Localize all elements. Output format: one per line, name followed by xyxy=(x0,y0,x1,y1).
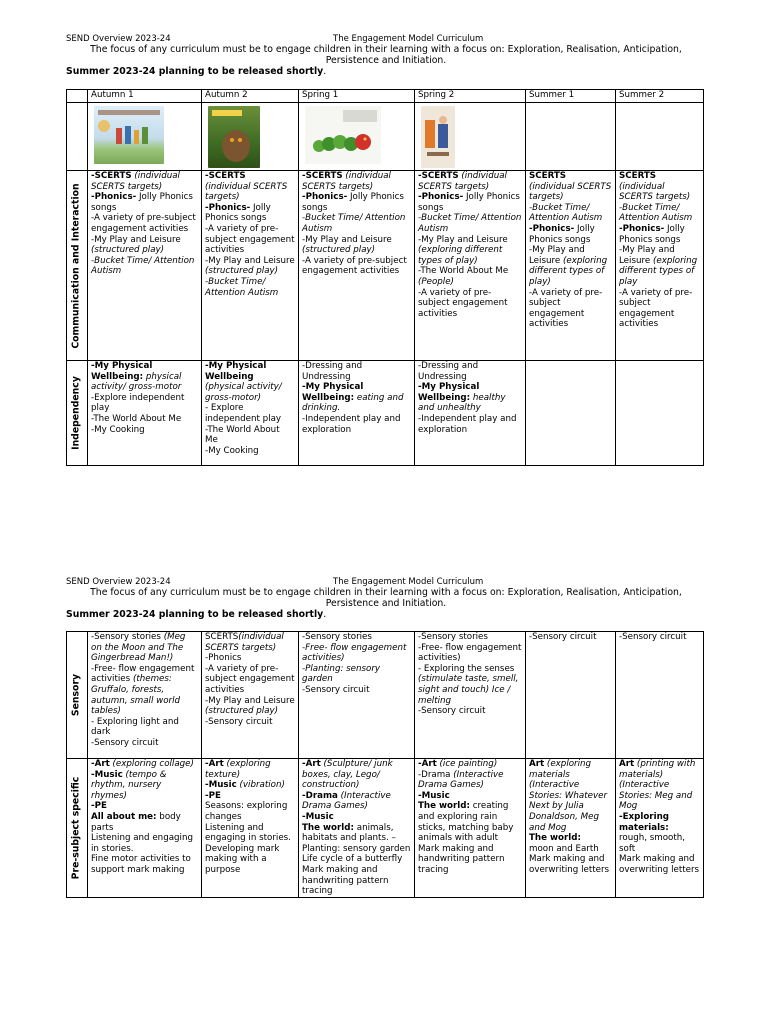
cell-text: -Drama xyxy=(302,790,338,801)
cell-text: (exploring collage) xyxy=(109,759,194,769)
model-title: The Engagement Model Curriculum xyxy=(333,34,484,44)
cell-line xyxy=(205,382,295,403)
cell-text: creating and exploring rain sticks, matching baby animals with adult xyxy=(418,801,514,844)
cell-text: The world: xyxy=(302,822,354,833)
cell-line xyxy=(418,266,522,287)
cell xyxy=(616,361,704,466)
cell-line xyxy=(205,171,295,182)
cell-line xyxy=(91,192,198,213)
cell-text: -My Cooking xyxy=(91,424,145,435)
doc-title: SEND Overview 2023-24 xyxy=(66,577,171,587)
cell-text: Life cycle of a butterfly xyxy=(302,854,403,865)
cell-text: Fine motor activities to support mark making xyxy=(91,854,191,875)
cell-line xyxy=(302,844,411,855)
cell-text: (structured play) xyxy=(302,245,376,256)
cell-text: Listening and engaging in stories. xyxy=(205,822,291,844)
cell-line xyxy=(205,653,295,664)
cell-line xyxy=(91,235,198,256)
cell-text: -My Play and Leisure xyxy=(619,245,675,266)
cell-text: -My Play and Leisure xyxy=(418,234,508,245)
cell xyxy=(299,759,415,898)
cell-line xyxy=(418,664,522,706)
cell-line xyxy=(529,203,612,224)
cell-text: (exploring different types of play) xyxy=(529,255,608,287)
cell-text: (structured play) xyxy=(91,245,165,256)
communication-row xyxy=(67,171,704,361)
cell-text: Seasons: exploring changes xyxy=(205,801,288,822)
cell-line xyxy=(205,446,295,457)
cell xyxy=(299,632,415,759)
curriculum-table-bottom xyxy=(66,631,704,898)
tiger-who-came-to-tea-book-cover xyxy=(421,106,455,168)
cell-text: -Sensory circuit xyxy=(529,632,597,642)
cell-text: (structured play) xyxy=(205,706,279,717)
term-header: Summer 2 xyxy=(616,90,704,103)
cell-line xyxy=(205,425,295,446)
cell-line xyxy=(91,171,198,192)
cell-line xyxy=(619,812,700,833)
cell-text: -A variety of pre-subject engagement activities xyxy=(302,255,407,277)
cell xyxy=(299,171,415,361)
cell xyxy=(202,171,299,361)
cell-text: -Art xyxy=(205,759,224,769)
cell-text: -Music xyxy=(91,769,123,780)
cell-line xyxy=(91,256,198,277)
cell-text: (structured play) xyxy=(205,266,279,277)
cell-text: (individual SCERTS targets) xyxy=(529,181,612,203)
cell-text: -SCERTS xyxy=(91,171,132,181)
cell-text: (Meg on the Moon and The Gingerbread Man!) xyxy=(91,632,186,664)
cell-line xyxy=(302,171,411,192)
cell-line xyxy=(529,171,612,182)
cell-line xyxy=(302,759,411,791)
summer-note: Summer 2023-24 planning to be released shortly. xyxy=(66,609,327,620)
cell-line xyxy=(418,844,522,876)
cell-text: Mark making and handwriting pattern tracing xyxy=(302,864,389,897)
cell-text: -Art xyxy=(418,759,437,769)
cell-line xyxy=(302,865,411,897)
cell-line xyxy=(91,759,198,770)
cell xyxy=(299,361,415,466)
cell-text: Jolly Phonics songs xyxy=(619,223,685,245)
cell-text: Jolly Phonics songs xyxy=(529,223,595,245)
cell-text: animals, habitats and plants. – xyxy=(302,822,396,844)
summer-note: Summer 2023-24 planning to be released shortly. xyxy=(66,66,327,77)
cell-text: -Phonics- xyxy=(529,223,575,234)
cell-text: -My Play and Leisure xyxy=(91,234,181,245)
cell-line xyxy=(91,812,198,833)
cell-line xyxy=(529,632,612,643)
cell xyxy=(88,171,202,361)
cell-text: -Phonics- xyxy=(619,223,665,234)
cell-line xyxy=(619,759,700,812)
cell-text: -Explore independent play xyxy=(91,392,185,414)
cell-line xyxy=(418,414,522,435)
cell-text: -Sensory stories xyxy=(302,632,372,642)
cell-line xyxy=(302,192,411,213)
cell-line xyxy=(619,171,700,182)
cell-text: -My Physical Wellbeing xyxy=(205,361,267,382)
cell-text: -Sensory circuit xyxy=(619,632,687,642)
cell-text: -Bucket Time/ Attention Autism xyxy=(91,255,195,277)
cell-line xyxy=(302,235,411,256)
cell-text: Jolly Phonics songs xyxy=(302,192,404,213)
cell-text: -Bucket Time/ Attention Autism xyxy=(529,202,603,224)
cell-text: body parts xyxy=(91,811,181,833)
cell-text: (Interactive Drama Games) xyxy=(302,790,391,812)
row-label-independency: Independency xyxy=(70,376,82,450)
cell-line xyxy=(205,801,295,822)
cell xyxy=(202,632,299,759)
cell-text: -SCERTS xyxy=(302,171,343,181)
cell-text: (Sculpture/ junk boxes, clay, Lego/ construction) xyxy=(302,759,393,791)
cell-text: -Phonics- xyxy=(91,192,137,203)
cell-text: -Drama xyxy=(418,769,454,780)
cell-text: physical activity/ gross-motor xyxy=(91,371,182,393)
cell-text: (themes: Gruffalo, forests, autumn, small world tables) xyxy=(91,674,181,717)
cell-text: - Explore independent play xyxy=(205,403,282,424)
cell-line xyxy=(619,632,700,643)
term-header: Summer 1 xyxy=(526,90,616,103)
cell-line xyxy=(91,361,198,393)
cell-text: healthy and unhealthy xyxy=(418,392,506,414)
cell-text: -Phonics xyxy=(205,653,242,664)
cell-text: eating and drinking. xyxy=(302,392,404,414)
cell xyxy=(202,361,299,466)
cell-text: -Sensory circuit xyxy=(418,706,486,717)
cell-text: (individual SCERTS targets) xyxy=(205,181,288,203)
cell-text: -Dressing and Undressing xyxy=(302,361,363,382)
cell-text: -Sensory stories xyxy=(418,632,488,642)
cell-line xyxy=(205,823,295,844)
cell-line xyxy=(418,235,522,267)
cell-line xyxy=(529,854,612,875)
cell-text: Jolly Phonics songs xyxy=(418,192,520,213)
cell-text: -Bucket Time/ Attention Autism xyxy=(418,213,522,234)
sensory-row xyxy=(67,632,704,759)
cell-line xyxy=(418,791,522,802)
cell-text: -Phonics- xyxy=(205,202,251,213)
cell-text: (individual SCERTS targets) xyxy=(418,171,507,192)
cell-text: moon and Earth xyxy=(529,843,599,854)
cell-line xyxy=(418,213,522,234)
cell xyxy=(616,171,704,361)
cell-line xyxy=(529,288,612,330)
cell-line xyxy=(91,801,198,812)
cell-line xyxy=(619,224,700,245)
curriculum-table-top xyxy=(66,89,704,466)
cell-text: (individual SCERTS targets) xyxy=(302,171,391,192)
cell-line xyxy=(418,759,522,770)
cell-line xyxy=(205,361,295,382)
cell-line xyxy=(529,224,612,245)
cell-line xyxy=(205,266,295,277)
cell-line xyxy=(205,717,295,728)
cell-line xyxy=(91,213,198,234)
cell-line xyxy=(302,823,411,844)
cell-line xyxy=(302,685,411,696)
cell-line xyxy=(418,770,522,791)
cell-line xyxy=(91,854,198,875)
cell-text: Mark making and handwriting pattern tracing xyxy=(418,843,505,875)
cell xyxy=(415,171,526,361)
cell-text: (Interactive Drama Games) xyxy=(418,769,504,791)
cell-line xyxy=(205,632,295,653)
cell-text: (individual SCERTS targets) xyxy=(91,171,180,192)
cell-line xyxy=(205,277,295,298)
bear-hunt-book-cover xyxy=(94,106,164,164)
cell-line xyxy=(302,256,411,277)
cell-text: -A variety of pre-subject engagement activities xyxy=(205,223,295,256)
cell-text: -The World About Me xyxy=(91,413,182,424)
cell-line xyxy=(91,833,198,854)
cell-line xyxy=(418,171,522,192)
cell-text: (exploring materials (Interactive Stories: Whatever Next by Julia Donaldson, Meg and Mog xyxy=(529,759,608,833)
focus-text: The focus of any curriculum must be to engage children in their learning with a focus on: Exploration, Realisation, Anticipation, Persistence and Initiation. xyxy=(90,587,682,609)
cell xyxy=(616,759,704,898)
cell xyxy=(202,759,299,898)
cell-line xyxy=(91,770,198,802)
cell-text: -The World About Me xyxy=(418,266,509,277)
cell-line xyxy=(619,288,700,330)
cell-text: -My Physical Wellbeing: xyxy=(91,361,153,382)
cell-text: Art xyxy=(619,759,635,769)
cell-text: -Planting: sensory garden xyxy=(302,663,381,685)
cell-text: Mark making and overwriting letters xyxy=(529,854,610,875)
cell xyxy=(415,759,526,898)
cell-text: -Exploring materials: xyxy=(619,811,669,833)
term-header: Autumn 1 xyxy=(88,90,202,103)
cell-line xyxy=(302,643,411,664)
cell-text: - Exploring light and dark xyxy=(91,716,179,738)
cell-line xyxy=(91,414,198,425)
cell-text: -My Play and Leisure xyxy=(302,234,392,245)
hungry-caterpillar-book-cover xyxy=(305,106,381,164)
cell-text: -My Play and Leisure xyxy=(529,245,585,266)
independency-row xyxy=(67,361,704,466)
corner-cell xyxy=(67,90,88,103)
cell-text: rough, smooth, soft xyxy=(619,833,686,854)
cell-text: -Bucket Time/ Attention Autism xyxy=(619,202,693,224)
cell-line xyxy=(619,245,700,287)
cell-line xyxy=(205,706,295,717)
cell-text: SCERTS xyxy=(205,632,239,642)
cell xyxy=(88,632,202,759)
cell-text: (exploring texture) xyxy=(205,759,271,780)
cell-line xyxy=(205,224,295,256)
cell-text: -A variety of pre-subject engagement activities xyxy=(91,213,196,234)
cell-text: -Bucket Time/ Attention Autism xyxy=(302,213,406,234)
book-image-row xyxy=(67,103,704,171)
cell-text: -Music xyxy=(418,790,450,801)
cell-line xyxy=(205,759,295,780)
cell-line xyxy=(418,632,522,643)
model-title: The Engagement Model Curriculum xyxy=(333,577,484,587)
cell-text: -Bucket Time/ Attention Autism xyxy=(205,276,279,298)
cell-line xyxy=(529,245,612,287)
cell-line xyxy=(418,706,522,717)
cell xyxy=(526,759,616,898)
cell-text: -PE xyxy=(205,790,221,801)
row-label-presubject: Pre-subject specific xyxy=(70,776,82,880)
row-label-sensory: Sensory xyxy=(70,673,82,717)
cell-text: (exploring different types of play) xyxy=(418,245,503,266)
cell-text: SCERTS xyxy=(619,171,657,181)
cell-text: -Music xyxy=(205,780,237,791)
term-header: Spring 2 xyxy=(415,90,526,103)
cell-line xyxy=(302,361,411,382)
cell-text: The world: xyxy=(529,833,581,844)
cell-line xyxy=(302,812,411,823)
gruffalo-book-cover xyxy=(208,106,260,168)
cell-line xyxy=(205,403,295,424)
cell-text: (vibration) xyxy=(236,780,285,791)
cell-text: (ice painting) xyxy=(436,759,498,769)
cell-text: -A variety of pre- subject engagement activities xyxy=(619,287,693,330)
cell-line xyxy=(302,382,411,414)
cell-line xyxy=(619,854,700,875)
cell-line xyxy=(302,791,411,812)
cell-line xyxy=(302,632,411,643)
cell-text: -SCERTS xyxy=(418,171,459,181)
cell-text: -My Cooking xyxy=(205,445,259,456)
cell-line xyxy=(205,780,295,791)
cell-text: (physical activity/ gross-motor) xyxy=(205,382,282,403)
cell xyxy=(88,759,202,898)
cell-line xyxy=(418,382,522,414)
cell-text: -My Physical Wellbeing: xyxy=(418,382,480,403)
cell-line xyxy=(91,717,198,738)
cell xyxy=(415,632,526,759)
cell-text: -A variety of pre-subject engagement activities xyxy=(205,663,295,695)
cell-line xyxy=(91,632,198,664)
cell-line xyxy=(418,288,522,320)
cell-text: Jolly Phonics songs xyxy=(205,202,271,224)
cell-line xyxy=(205,182,295,203)
cell-text: -Dressing and Undressing xyxy=(418,361,479,382)
cell-line xyxy=(619,833,700,854)
term-header: Spring 1 xyxy=(299,90,415,103)
cell-text: -PE xyxy=(91,801,107,812)
cell-line xyxy=(205,664,295,696)
cell-text: (People) xyxy=(418,276,454,287)
cell-text: -Sensory circuit xyxy=(302,684,370,695)
cell-text: -SCERTS xyxy=(205,171,246,181)
cell-line xyxy=(302,414,411,435)
cell-line xyxy=(205,844,295,876)
cell-line xyxy=(205,696,295,707)
cell-text: SCERTS xyxy=(529,171,567,181)
cell-line xyxy=(418,192,522,213)
cell-line xyxy=(529,844,612,855)
cell-text: Art xyxy=(529,759,545,769)
cell-line xyxy=(529,759,612,833)
cell-text: -Free- flow engagement activities) xyxy=(418,642,522,664)
cell-text: -My Play and Leisure xyxy=(205,695,295,706)
cell-line xyxy=(418,361,522,382)
cell-line xyxy=(418,643,522,664)
cell xyxy=(415,361,526,466)
cell-line xyxy=(205,256,295,267)
term-header-row xyxy=(67,90,704,103)
cell-text: -Phonics- xyxy=(418,192,464,203)
cell-text: -My Play and Leisure xyxy=(205,255,295,266)
focus-text: The focus of any curriculum must be to engage children in their learning with a focus on: Exploration, Realisation, Anticipation, Persistence and Initiation. xyxy=(90,44,682,66)
cell-text: Planting: sensory garden xyxy=(302,843,411,854)
term-header: Autumn 2 xyxy=(202,90,299,103)
cell-text: -Free- flow engagement activities) xyxy=(302,642,407,664)
cell-text: All about me: xyxy=(91,811,157,822)
cell xyxy=(526,632,616,759)
cell-text: -Independent play and exploration xyxy=(418,413,517,435)
cell-text: -A variety of pre-subject engagement activities xyxy=(418,287,508,319)
cell-text: -My Physical Wellbeing: xyxy=(302,382,364,403)
cell-text: Mark making and overwriting letters xyxy=(619,854,700,875)
presubject-row xyxy=(67,759,704,898)
cell-text: -Art xyxy=(302,759,321,769)
cell-text: Jolly Phonics songs xyxy=(91,192,193,213)
cell-text: -Free- flow engagement activities xyxy=(91,663,195,685)
cell-text: -Art xyxy=(91,759,110,769)
cell-text: (exploring different types of play xyxy=(619,255,698,287)
cell-text: -Independent play and exploration xyxy=(302,413,401,435)
cell-line xyxy=(91,425,198,436)
cell-text: - Exploring the senses xyxy=(418,663,515,674)
row-label-communication: Communication and Interaction xyxy=(70,182,82,349)
cell-line xyxy=(302,854,411,865)
cell-line xyxy=(205,791,295,802)
cell-line xyxy=(302,664,411,685)
cell-text: The world: xyxy=(418,801,470,812)
cell-line xyxy=(91,664,198,717)
cell-line xyxy=(619,203,700,224)
cell-text: Developing mark making with a purpose xyxy=(205,843,280,875)
cell xyxy=(526,171,616,361)
cell-text: -Sensory circuit xyxy=(205,716,273,727)
cell-line xyxy=(302,213,411,234)
cell-text: (printing with materials) (Interactive Stories: Meg and Mog xyxy=(619,759,696,812)
cell-text: -Sensory circuit xyxy=(91,737,159,748)
cell-text: -Music xyxy=(302,811,334,822)
cell-text: -Sensory stories xyxy=(91,632,164,642)
cell-line xyxy=(205,203,295,224)
cell-line xyxy=(529,182,612,203)
cell-line xyxy=(418,801,522,843)
cell-text: Listening and engaging in stories. xyxy=(91,833,193,854)
cell xyxy=(526,361,616,466)
cell-line xyxy=(91,738,198,749)
cell-text: (stimulate taste, smell, sight and touch) Ice / melting xyxy=(418,674,519,706)
cell-text: (individual SCERTS targets) xyxy=(619,181,691,203)
cell-text: -The World About Me xyxy=(205,424,280,446)
cell-line xyxy=(619,182,700,203)
cell-line xyxy=(91,393,198,414)
cell-text: (individual SCERTS targets) xyxy=(205,632,284,653)
cell xyxy=(616,632,704,759)
doc-title: SEND Overview 2023-24 xyxy=(66,34,171,44)
cell xyxy=(88,361,202,466)
cell-line xyxy=(529,833,612,844)
cell-text: -A variety of pre-subject engagement activities xyxy=(529,287,603,330)
cell-text: (tempo & rhythm, nursery rhymes) xyxy=(91,769,167,801)
cell-text: -Phonics- xyxy=(302,192,348,203)
